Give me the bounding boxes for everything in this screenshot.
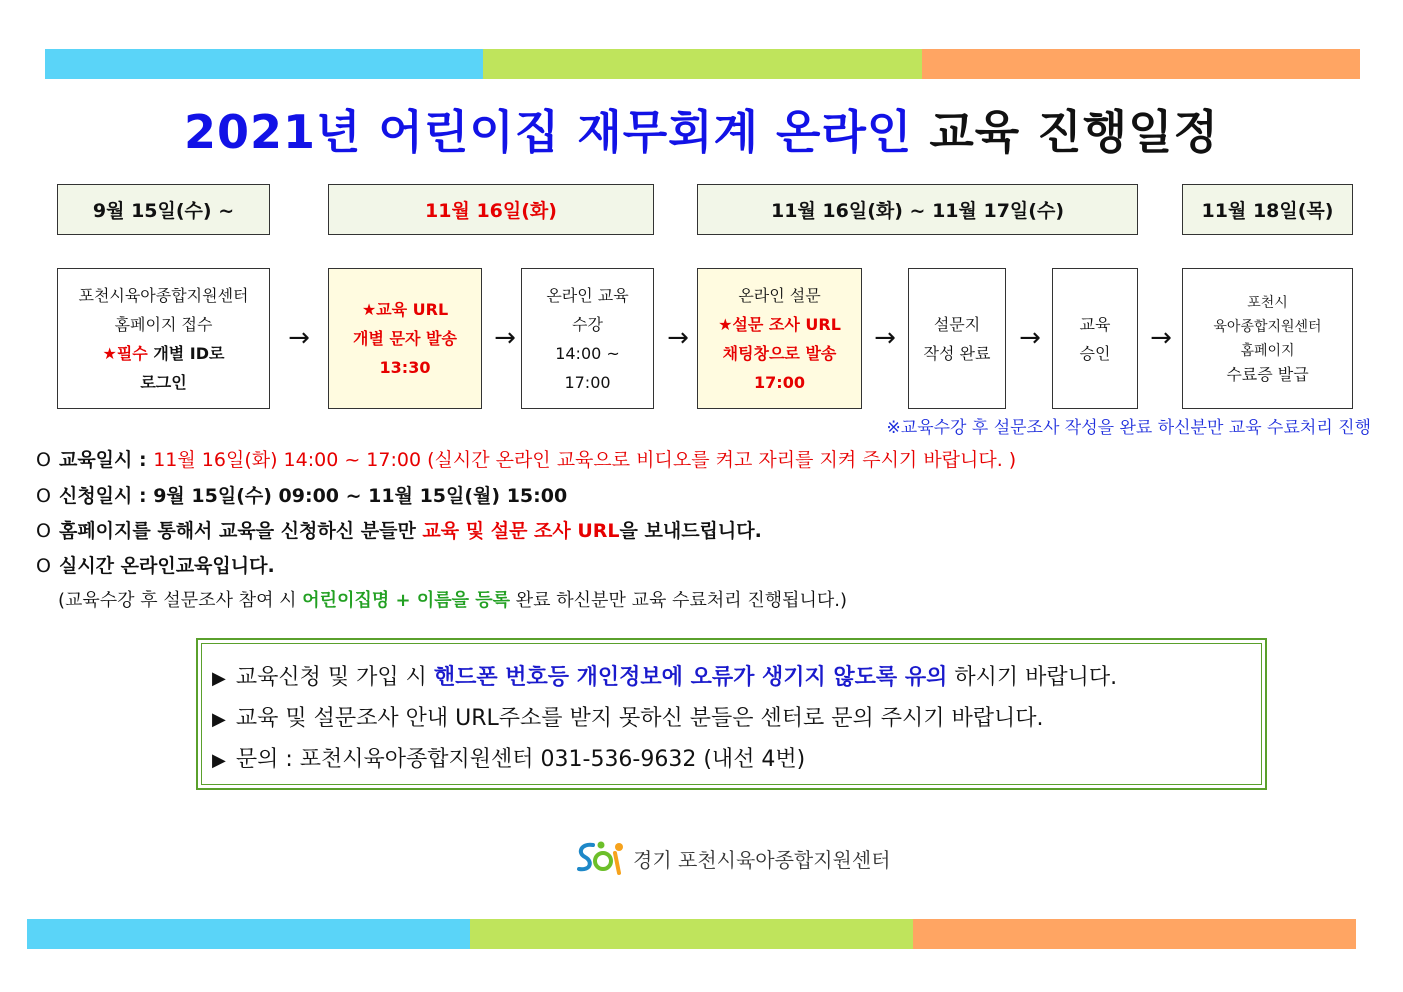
step-line: 온라인 설문 [738, 285, 821, 305]
arrow-right-icon: → [667, 323, 689, 353]
arrow-right-icon: → [1019, 323, 1041, 353]
notice-line-1: ▶ 교육신청 및 가입 시 핸드폰 번호등 개인정보에 오류가 생기지 않도록 유의 하시기 바랍니다. [212, 665, 1118, 690]
stripe-green [483, 49, 921, 79]
date-box-2: 11월 16일(화) [328, 184, 654, 235]
step-line: 17:00 [754, 372, 805, 392]
bullet-url-notice: O 홈페이지를 통해서 교육을 신청하신 분들만 교육 및 설문 조사 URL을 보내드립니다. [36, 520, 762, 542]
step-line: 설문지 [933, 314, 981, 334]
top-color-stripe [45, 49, 1360, 79]
footer-logo [575, 838, 891, 878]
stripe-blue [45, 49, 483, 79]
step-line: 홈페이지 접수 [114, 314, 213, 334]
notice-line-3: ▶ 문의 : 포천시육아종합지원센터 031-536-9632 (내선 4번) [212, 747, 806, 772]
step-line: 로그인 [140, 372, 187, 392]
step-line: 교육 [1079, 314, 1111, 334]
step-registration [57, 268, 270, 409]
bullet-live-online: O 실시간 온라인교육입니다. [36, 555, 275, 577]
circle-bullet-icon: O [36, 485, 51, 507]
arrow-right-icon: → [1150, 323, 1172, 353]
step-url-sms [328, 268, 482, 409]
triangle-bullet-icon: ▶ [212, 750, 226, 771]
center-logo-icon [575, 839, 627, 877]
step-online-survey [697, 268, 862, 409]
step-line: 채팅창으로 발송 [722, 343, 837, 363]
date-box-1: 9월 15일(수) ~ [57, 184, 270, 235]
completion-note: ※교육수강 후 설문조사 작성을 완료 하신분만 교육 수료처리 진행 [886, 418, 1371, 438]
step-line: 14:00 ~ [555, 343, 620, 363]
step-line: ★설문 조사 URL [718, 314, 841, 334]
step-line: 승인 [1079, 343, 1111, 363]
step-line: 홈페이지 [1240, 342, 1295, 359]
step-line: 수료증 발급 [1226, 364, 1309, 384]
circle-bullet-icon: O [36, 555, 51, 577]
circle-bullet-icon: O [36, 520, 51, 542]
step-line: 17:00 [564, 372, 611, 392]
page-title [0, 96, 1403, 162]
step-line: 온라인 교육 [546, 285, 629, 305]
circle-bullet-icon: O [36, 449, 51, 471]
notice-line-2: ▶ 교육 및 설문조사 안내 URL주소를 받지 못하신 분들은 센터로 문의 주시기 바랍니다. [212, 706, 1044, 731]
stripe-blue [27, 919, 470, 949]
step-approval [1052, 268, 1138, 409]
registration-sub-note: (교육수강 후 설문조사 참여 시 어린이집명 + 이름을 등록 완료 하신분만 교육 수료처리 진행됩니다.) [58, 590, 848, 611]
bullet-education-datetime: O 교육일시 : 11월 16일(화) 14:00 ~ 17:00 (실시간 온라인 교육으로 비디오를 켜고 자리를 지켜 주시기 바랍니다. ) [36, 449, 1017, 471]
step-survey-done [908, 268, 1006, 409]
step-line: 육아종합지원센터 [1213, 318, 1322, 335]
title-black-part: 교육 진행일정 [929, 105, 1219, 159]
step-line: 포천시육아종합지원센터 [78, 285, 249, 305]
title-blue-part: 2021년 어린이집 재무회계 온라인 [184, 105, 913, 159]
step-line: 13:30 [379, 358, 431, 377]
bullet-application-datetime: O 신청일시 : 9월 15일(수) 09:00 ~ 11월 15일(월) 15:00 [36, 485, 568, 507]
arrow-right-icon: → [494, 323, 516, 353]
notice-box [196, 638, 1267, 790]
stripe-orange [913, 919, 1356, 949]
arrow-right-icon: → [874, 323, 896, 353]
step-line: 작성 완료 [923, 343, 991, 363]
bottom-color-stripe [27, 919, 1356, 949]
stripe-orange [922, 49, 1360, 79]
stripe-green [470, 919, 913, 949]
step-line: 개별 문자 발송 [353, 329, 457, 348]
date-box-4: 11월 18일(목) [1182, 184, 1353, 235]
step-certificate [1182, 268, 1353, 409]
step-line: 포천시 [1247, 294, 1288, 311]
arrow-right-icon: → [288, 323, 310, 353]
date-box-3: 11월 16일(화) ~ 11월 17일(수) [697, 184, 1138, 235]
triangle-bullet-icon: ▶ [212, 709, 226, 730]
step-online-class [521, 268, 654, 409]
footer-org-name: 경기 포천시육아종합지원센터 [633, 847, 891, 872]
step-line: ★필수 개별 ID로 [102, 343, 225, 363]
step-line: ★교육 URL [361, 300, 449, 319]
step-line: 수강 [572, 314, 603, 334]
triangle-bullet-icon: ▶ [212, 668, 226, 689]
